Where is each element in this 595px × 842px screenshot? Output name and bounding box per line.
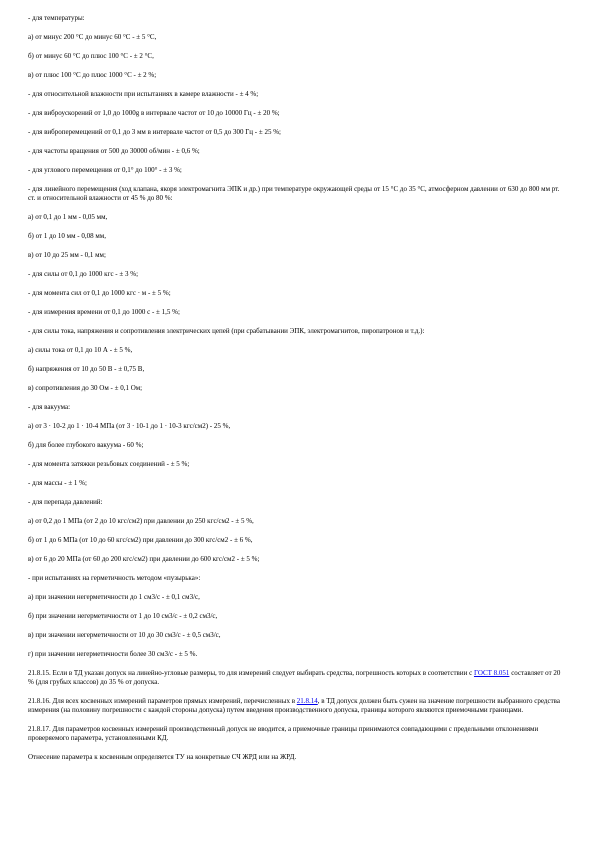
- text-line: - для относительной влажности при испытаниях в камере влажности - ± 4 %;: [28, 90, 259, 98]
- text-line: в) сопротивления до 30 Ом - ± 0,1 Ом;: [28, 384, 143, 392]
- text-line: а) от 0,2 до 1 МПа (от 2 до 10 кгс/см2) при давлении до 250 кгс/см2 - ± 5 %,: [28, 517, 254, 525]
- text-line: - для температуры:: [28, 14, 85, 22]
- clause-text: составляет от 20 % (для грубых классов) до 35 % от допуска.: [28, 669, 561, 686]
- text-line: - для углового перемещения от 0,1° до 100° - ± 3 %;: [28, 166, 182, 174]
- text-line: - для линейного перемещения (ход клапана, якоря электромагнита ЭПК и др.) при температуре окружающей среды от 15 °С до 35 °С, атмосферном давлении от 630 до 800 мм рт. ст. и относительной влажности от 45 % до 80 %:: [28, 185, 560, 202]
- clause-21-8-16: [28, 697, 567, 715]
- text-line: а) от 3 · 10-2 до 1 · 10-4 МПа (от 3 · 10-1 до 1 · 10-3 кгс/см2) - 25 %,: [28, 422, 231, 430]
- text-line: - для виброперемещений от 0,1 до 3 мм в интервале частот от 0,5 до 300 Гц - ± 25 %;: [28, 128, 281, 136]
- text-line: в) от 6 до 20 МПа (от 60 до 200 кгс/см2) при давлении до 600 кгс/см2 - ± 5 %;: [28, 555, 260, 563]
- text-line: - при испытаниях на герметичность методом «пузырька»:: [28, 574, 201, 582]
- text-line: - для момента сил от 0,1 до 1000 кгс · м - ± 5 %;: [28, 289, 171, 297]
- text-line: - для частоты вращения от 500 до 30000 об/мин - ± 0,6 %;: [28, 147, 200, 155]
- text-line: б) от минус 60 °С до плюс 100 °С - ± 2 °С,: [28, 52, 154, 60]
- text-line: б) от 1 до 10 мм - 0,08 мм,: [28, 232, 106, 240]
- text-line: б) напряжения от 10 до 50 В - ± 0,75 В,: [28, 365, 145, 373]
- text-line: - для измерения времени от 0,1 до 1000 с - ± 1,5 %;: [28, 308, 180, 316]
- clause-text: , в ТД допуск должен быть сужен на значение погрешности выбранного средства измерения (на половину погрешности с каждой стороны допуска) путем введения производственного допуска, границы которого являются приемочными границами.: [28, 697, 560, 714]
- text-line: б) для более глубокого вакуума - 60 %;: [28, 441, 144, 449]
- text-line: а) от 0,1 до 1 мм - 0,05 мм,: [28, 213, 108, 221]
- clause-21-8-17: 21.8.17. Для параметров косвенных измерений производственный допуск не вводится, а приемочные границы принимаются совпадающими с предельными отклонениями проверяемого параметра, установленными КД.: [28, 725, 539, 742]
- clause-21-8-15: [28, 669, 567, 687]
- text-line: в) от плюс 100 °С до плюс 1000 °С - ± 2 %;: [28, 71, 157, 79]
- text-line: а) силы тока от 0,1 до 10 А - ± 5 %,: [28, 346, 133, 354]
- text-line: а) от минус 200 °С до минус 60 °С - ± 5 °С,: [28, 33, 157, 41]
- text-line: а) при значении негерметичности до 1 см3/с - ± 0,1 см3/с,: [28, 593, 200, 601]
- text-line: - для виброускорений от 1,0 до 1000g в интервале частот от 10 до 10000 Гц - ± 20 %;: [28, 109, 280, 117]
- text-line: - для перепада давлений:: [28, 498, 103, 506]
- text-line: б) от 1 до 6 МПа (от 10 до 60 кгс/см2) при давлении до 300 кгс/см2 - ± 6 %,: [28, 536, 253, 544]
- text-line: в) при значении негерметичности от 10 до 30 см3/с - ± 0,5 см3/с,: [28, 631, 221, 639]
- text-line: - для массы - ± 1 %;: [28, 479, 87, 487]
- text-line: - для силы от 0,1 до 1000 кгс - ± 3 %;: [28, 270, 139, 278]
- text-line: - для вакуума:: [28, 403, 71, 411]
- clause-21-8-14-link[interactable]: 21.8.14: [296, 697, 318, 705]
- text-line: г) при значении негерметичности более 30 см3/с - ± 5 %.: [28, 650, 198, 658]
- closing-paragraph: Отнесение параметра к косвенным определяется ТУ на конкретные СЧ ЖРД или на ЖРД.: [28, 753, 297, 761]
- text-line: в) от 10 до 25 мм - 0,1 мм;: [28, 251, 106, 259]
- gost-8-051-link[interactable]: ГОСТ 8.051: [473, 669, 510, 677]
- clause-text: 21.8.15. Если в ТД указан допуск на линейно-угловые размеры, то для измерений следует выбирать средства, погрешность которых в соответствии с: [28, 669, 474, 677]
- text-line: б) при значении негерметичности от 1 до 10 см3/с - ± 0,2 см3/с,: [28, 612, 218, 620]
- text-line: - для момента затяжки резьбовых соединений - ± 5 %;: [28, 460, 190, 468]
- clause-text: 21.8.16. Для всех косвенных измерений параметров прямых измерений, перечисленных в: [28, 697, 297, 705]
- text-line: - для силы тока, напряжения и сопротивления электрических цепей (при срабатывании ЭПК, электромагнитов, пиропатронов и т.д.):: [28, 327, 425, 335]
